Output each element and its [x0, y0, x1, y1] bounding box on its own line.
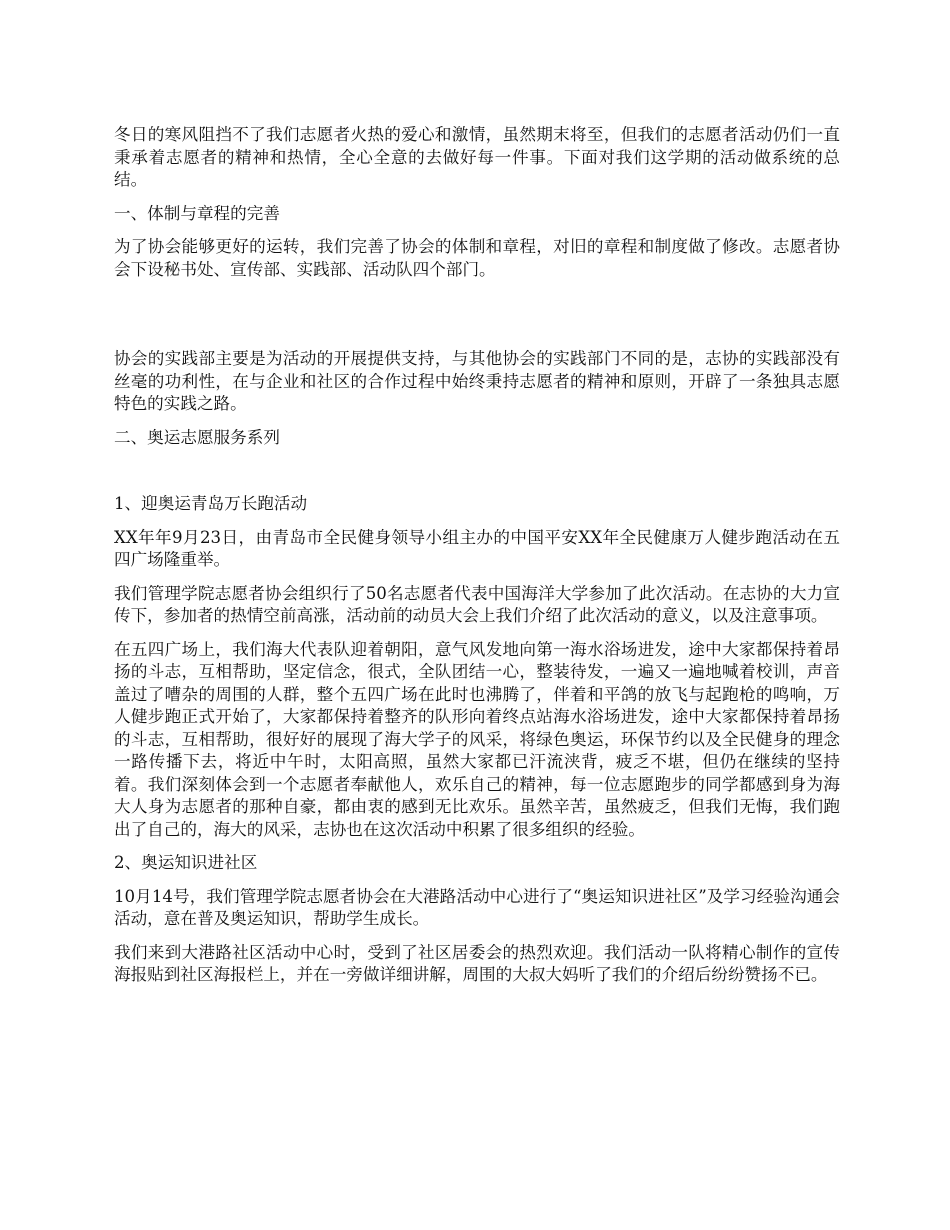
marathon-description-paragraph: 在五四广场上，我们海大代表队迎着朝阳，意气风发地向第一海水浴场进发，途中大家都保持着昂扬的斗志，互相帮助，坚定信念，很式，全队团结一心，整装待发，一遍又一遍地喊着校训，声音盖过了嘈杂的周围的人群，整个五四广场在此时也沸腾了，伴着和平鸽的放飞与起跑枪的鸣响，万人健步跑正式开始了，大家都保持着整齐的队形向着终点站海水浴场进发，途中大家都保持着昂扬的斗志，互相帮助，很好好的展现了海大学子的风采，将绿色奥运，环保节约以及全民健身的理念一路传播下去，将近中午时，太阳高照，虽然大家都已汗流浃背，疲乏不堪，但仍在继续的坚持着。我们深刻体会到一个志愿者奉献他人，欢乐自己的精神，每一位志愿跑步的同学都感到身为海大人身为志愿者的那种自豪，都由衷的感到无比欢乐。虽然辛苦，虽然疲乏，但我们无悔，我们跑出了自己的，海大的风采，志协也在这次活动中积累了很多组织的经验。 — [114, 639, 840, 839]
marathon-date-paragraph: XX年年9月23日，由青岛市全民健身领导小组主办的中国平安XX年全民健康万人健步跑活动在五四广场隆重举。 — [114, 527, 840, 569]
system-paragraph: 为了协会能够更好的运转，我们完善了协会的体制和章程，对旧的章程和制度做了修改。志愿者协会下设秘书处、宣传部、实践部、活动队四个部门。 — [114, 237, 840, 279]
section-heading-system: 一、体制与章程的完善 — [114, 203, 280, 223]
community-event-paragraph: 10月14号，我们管理学院志愿者协会在大港路活动中心进行了“奥运知识进社区”及学习经验沟通会活动，意在普及奥运知识，帮助学生成长。 — [114, 886, 840, 928]
marathon-participation-paragraph: 我们管理学院志愿者协会组织行了50名志愿者代表中国海洋大学参加了此次活动。在志协的大力宣传下，参加者的热情空前高涨，活动前的动员大会上我们介绍了此次活动的意义，以及注意事项。 — [114, 583, 840, 625]
subheading-community: 2、奥运知识进社区 — [114, 853, 258, 872]
community-welcome-paragraph: 我们来到大港路社区活动中心时，受到了社区居委会的热烈欢迎。我们活动一队将精心制作的宣传海报贴到社区海报栏上，并在一旁做详细讲解，周围的大叔大妈听了我们的介绍后纷纷赞扬不已。 — [114, 942, 840, 984]
intro-paragraph: 冬日的寒风阻挡不了我们志愿者火热的爱心和激情，虽然期末将至，但我们的志愿者活动仍们一直秉承着志愿者的精神和热情，全心全意的去做好每一件事。下面对我们这学期的活动做系统的总结。 — [114, 125, 840, 189]
section-heading-olympic: 二、奥运志愿服务系列 — [114, 427, 280, 447]
blank-space — [114, 460, 840, 493]
subheading-marathon: 1、迎奥运青岛万长跑活动 — [114, 494, 308, 513]
document-body — [114, 124, 840, 998]
practice-department-paragraph: 协会的实践部主要是为活动的开展提供支持，与其他协会的实践部门不同的是，志协的实践部没有丝毫的功利性，在与企业和社区的合作过程中始终秉持志愿者的精神和原则，开辟了一条独具志愿特色的实践之路。 — [114, 349, 840, 413]
blank-space — [114, 292, 840, 348]
